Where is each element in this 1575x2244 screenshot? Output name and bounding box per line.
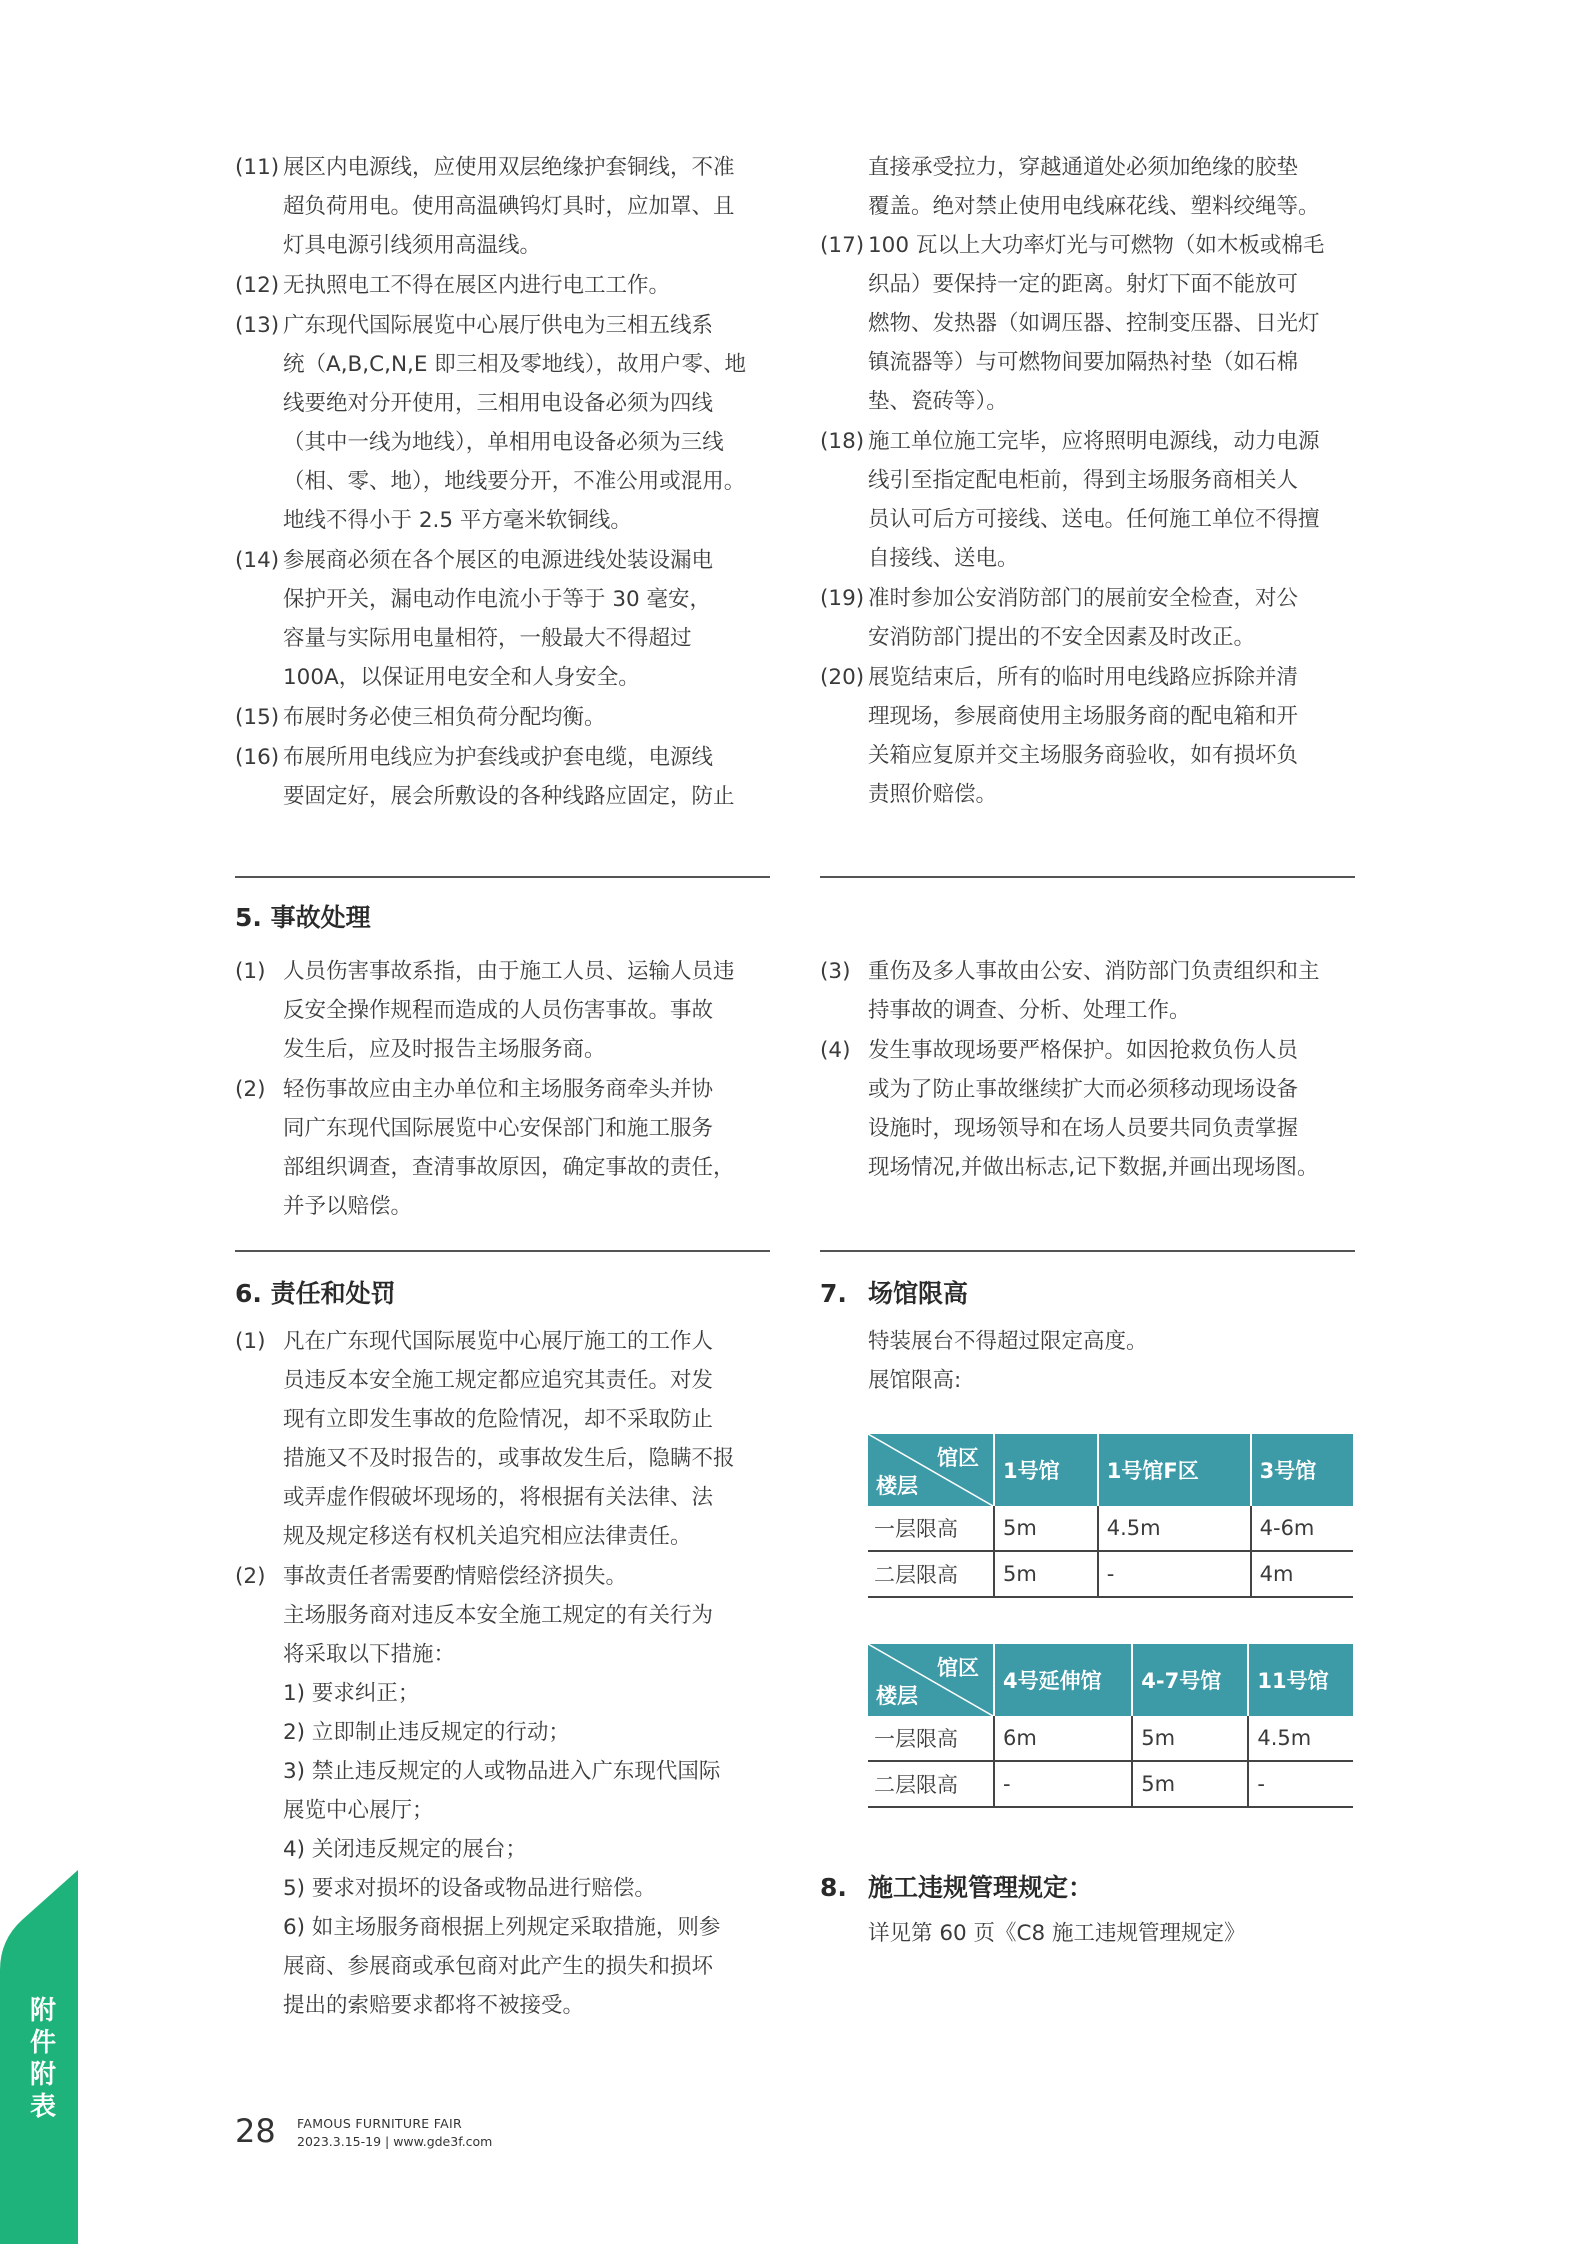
list-item — [820, 422, 1355, 578]
list-item — [235, 541, 770, 697]
item-line: 主场服务商对违反本安全施工规定的有关行为 — [283, 1603, 714, 1628]
item-line: 2) 立即制止违反规定的行动； — [283, 1720, 570, 1745]
table-cell: - — [1248, 1761, 1353, 1807]
section-6-title: 6. 责任和处罚 — [235, 1279, 396, 1308]
list-item — [820, 226, 1355, 421]
item-line: 责照价赔偿。 — [868, 782, 998, 807]
item-line: 垫、瓷砖等）。 — [868, 389, 1008, 414]
row-label: 二层限高 — [868, 1551, 994, 1597]
item-number: (14) — [235, 548, 280, 573]
table-cell: 4.5m — [1248, 1716, 1353, 1761]
item-number: (16) — [235, 745, 280, 770]
item-line: 布展时务必使三相负荷分配均衡。 — [283, 705, 606, 730]
section-7-body — [868, 1322, 1403, 1400]
corner-top-label: 馆区 — [937, 1446, 979, 1470]
item-number: (13) — [235, 313, 280, 338]
list-item — [235, 1557, 770, 2025]
item-number: (18) — [820, 429, 865, 454]
item-line: 并予以赔偿。 — [283, 1194, 413, 1219]
item-line: 现有立即发生事故的危险情况，却不采取防止 — [283, 1407, 714, 1432]
page-number: 28 — [235, 2112, 276, 2150]
item-line: 准时参加公安消防部门的展前安全检查，对公 — [868, 586, 1299, 611]
item-line: 规及规定移送有权机关追究相应法律责任。 — [283, 1524, 692, 1549]
item-number: (1) — [235, 959, 266, 984]
item-line: 无执照电工不得在展区内进行电工工作。 — [283, 273, 671, 298]
item-line: 线要绝对分开使用，三相用电设备必须为四线 — [283, 391, 714, 416]
divider-left — [235, 876, 770, 878]
electric-rules-list-left — [235, 148, 770, 816]
item-line: 要固定好，展会所敷设的各种线路应固定，防止 — [283, 784, 735, 809]
table-cell: 4.5m — [1098, 1506, 1251, 1551]
item-number: (15) — [235, 705, 280, 730]
column-header: 1号馆 — [994, 1434, 1098, 1506]
item-line: 广东现代国际展览中心展厅供电为三相五线系 — [283, 313, 714, 338]
item-line: 自接线、送电。 — [868, 546, 1019, 571]
section-7-line-2: 展馆限高: — [868, 1368, 962, 1393]
item-line: 事故责任者需要酌情赔偿经济损失。 — [283, 1564, 628, 1589]
item-number: (3) — [820, 959, 851, 984]
item-line: 直接承受拉力，穿越通道处必须加绝缘的胶垫 — [868, 155, 1299, 180]
table-cell: 4m — [1251, 1551, 1353, 1597]
item-line: 凡在广东现代国际展览中心展厅施工的工作人 — [283, 1329, 714, 1354]
item-line: 统（A,B,C,N,E 即三相及零地线），故用户零、地 — [283, 352, 747, 377]
item-line: 员认可后方可接线、送电。任何施工单位不得擅 — [868, 507, 1320, 532]
table-cell: 6m — [994, 1716, 1132, 1761]
list-item — [820, 658, 1355, 814]
table-row — [868, 1506, 1353, 1551]
item-line: 部组织调查，查清事故原因，确定事故的责任， — [283, 1155, 735, 1180]
column-header: 4-7号馆 — [1132, 1644, 1248, 1716]
item-line: 措施又不及时报告的，或事故发生后，隐瞒不报 — [283, 1446, 735, 1471]
electric-rules-list-right — [820, 226, 1355, 814]
corner-header — [868, 1644, 994, 1716]
table-cell: 4-6m — [1251, 1506, 1353, 1551]
item-number: (2) — [235, 1564, 266, 1589]
item-line: 5) 要求对损坏的设备或物品进行赔偿。 — [283, 1876, 656, 1901]
item-line: 展览中心展厅； — [283, 1798, 434, 1823]
item-line: 安消防部门提出的不安全因素及时改正。 — [868, 625, 1256, 650]
table-cell: 5m — [994, 1506, 1098, 1551]
item-line: 100 瓦以上大功率灯光与可燃物（如木板或棉毛 — [868, 233, 1325, 258]
right-top-column — [820, 148, 1355, 815]
item-line: 参展商必须在各个展区的电源进线处装设漏电 — [283, 548, 714, 573]
item-line: （相、零、地），地线要分开，不准公用或混用。 — [283, 469, 746, 494]
height-limit-table-2 — [868, 1644, 1353, 1808]
item-line: 现场情况,并做出标志,记下数据,并画出现场图。 — [868, 1155, 1319, 1180]
item-line: 超负荷用电。使用高温碘钨灯具时，应加罩、且 — [283, 194, 735, 219]
item-line: 轻伤事故应由主办单位和主场服务商牵头并协 — [283, 1077, 714, 1102]
table-cell: 5m — [994, 1551, 1098, 1597]
item-line: 线引至指定配电柜前，得到主场服务商相关人 — [868, 468, 1299, 493]
item-line: 灯具电源引线须用高温线。 — [283, 233, 542, 258]
row-label: 一层限高 — [868, 1506, 994, 1551]
item-number: (1) — [235, 1329, 266, 1354]
section-5-right — [820, 952, 1355, 1188]
corner-bottom-label: 楼层 — [876, 1684, 918, 1708]
item-number: (17) — [820, 233, 865, 258]
divider-right — [820, 876, 1355, 878]
item-line: 镇流器等）与可燃物间要加隔热衬垫（如石棉 — [868, 350, 1299, 375]
item-line: 织品）要保持一定的距离。射灯下面不能放可 — [868, 272, 1299, 297]
section-7-number: 7. — [820, 1279, 847, 1308]
item-line: 地线不得小于 2.5 平方毫米软铜线。 — [283, 508, 632, 533]
item-line: 将采取以下措施： — [283, 1642, 456, 1667]
item-line: 6) 如主场服务商根据上列规定采取措施，则参 — [283, 1915, 721, 1940]
column-header: 1号馆F区 — [1098, 1434, 1251, 1506]
list-item — [235, 266, 770, 305]
divider-right-2 — [820, 1250, 1355, 1252]
item-number: (11) — [235, 155, 280, 180]
item-line: 展览结束后，所有的临时用电线路应拆除并清 — [868, 665, 1299, 690]
row-label: 一层限高 — [868, 1716, 994, 1761]
section-8-number: 8. — [820, 1873, 847, 1902]
item-line: 设施时，现场领导和在场人员要共同负责掌握 — [868, 1116, 1299, 1141]
list-item — [235, 1070, 770, 1226]
list-item — [235, 698, 770, 737]
table-header-row — [868, 1434, 1353, 1506]
item-line: 理现场，参展商使用主场服务商的配电箱和开 — [868, 704, 1299, 729]
divider-left-2 — [235, 1250, 770, 1252]
table-cell: - — [994, 1761, 1132, 1807]
table-cell: 5m — [1132, 1716, 1248, 1761]
item-line: （其中一线为地线），单相用电设备必须为三线 — [283, 430, 724, 455]
item-line: 容量与实际用电量相符，一般最大不得超过 — [283, 626, 692, 651]
table-row — [868, 1761, 1353, 1807]
item-line: 4) 关闭违反规定的展台； — [283, 1837, 527, 1862]
column-header: 3号馆 — [1251, 1434, 1353, 1506]
section-7-line-1: 特装展台不得超过限定高度。 — [868, 1329, 1148, 1354]
footer-fair-name: FAMOUS FURNITURE FAIR — [297, 2116, 462, 2131]
item-number: (2) — [235, 1077, 266, 1102]
item-line: 同广东现代国际展览中心安保部门和施工服务 — [283, 1116, 714, 1141]
table-row — [868, 1551, 1353, 1597]
list-item — [235, 738, 770, 816]
section-8-line: 详见第 60 页《C8 施工违规管理规定》 — [868, 1921, 1246, 1946]
item-line: 100A，以保证用电安全和人身安全。 — [283, 665, 640, 690]
item-line: 施工单位施工完毕，应将照明电源线，动力电源 — [868, 429, 1320, 454]
item-line: 发生事故现场要严格保护。如因抢救负伤人员 — [868, 1038, 1299, 1063]
table-cell: 5m — [1132, 1761, 1248, 1807]
list-item — [235, 1322, 770, 1556]
section-8-heading: 施工违规管理规定： — [868, 1873, 1094, 1902]
item-line: 3) 禁止违反规定的人或物品进入广东现代国际 — [283, 1759, 721, 1784]
item-number: (4) — [820, 1038, 851, 1063]
section-5-title: 5. 事故处理 — [235, 903, 371, 932]
item-number: (19) — [820, 586, 865, 611]
item-line: 布展所用电线应为护套线或护套电缆，电源线 — [283, 745, 714, 770]
table-row — [868, 1716, 1353, 1761]
item-line: 人员伤害事故系指，由于施工人员、运输人员违 — [283, 959, 735, 984]
section-6-body — [235, 1322, 770, 2026]
item-line: 或弄虚作假破坏现场的，将根据有关法律、法 — [283, 1485, 714, 1510]
left-top-column — [235, 148, 770, 817]
item-line: 或为了防止事故继续扩大而必须移动现场设备 — [868, 1077, 1299, 1102]
list-item — [235, 148, 770, 265]
corner-header — [868, 1434, 994, 1506]
footer-date-url: 2023.3.15-19 | www.gde3f.com — [297, 2134, 493, 2149]
item-line: 保护开关，漏电动作电流小于等于 30 毫安， — [283, 587, 712, 612]
item-line: 员违反本安全施工规定都应追究其责任。对发 — [283, 1368, 714, 1393]
list-item — [235, 306, 770, 540]
item-line: 1) 要求纠正； — [283, 1681, 420, 1706]
height-limit-table-1 — [868, 1434, 1353, 1598]
side-tab-label: 附件附表 — [29, 1996, 56, 2122]
list-item — [235, 952, 770, 1069]
item-number: (20) — [820, 665, 865, 690]
list-item — [820, 579, 1355, 657]
section-5-left — [235, 952, 770, 1227]
rule-16-continuation — [820, 148, 1355, 226]
item-line: 覆盖。绝对禁止使用电线麻花线、塑料绞绳等。 — [868, 194, 1320, 219]
section-8-title — [820, 1868, 1093, 1904]
item-line: 展区内电源线，应使用双层绝缘护套铜线，不准 — [283, 155, 735, 180]
item-line: 展商、参展商或承包商对此产生的损失和损坏 — [283, 1954, 714, 1979]
list-item — [820, 1031, 1355, 1187]
item-line: 燃物、发热器（如调压器、控制变压器、日光灯 — [868, 311, 1320, 336]
item-line: 持事故的调查、分析、处理工作。 — [868, 998, 1191, 1023]
section-7-heading: 场馆限高 — [868, 1279, 969, 1308]
row-label: 二层限高 — [868, 1761, 994, 1807]
item-line: 重伤及多人事故由公安、消防部门负责组织和主 — [868, 959, 1320, 984]
item-line: 发生后，应及时报告主场服务商。 — [283, 1037, 606, 1062]
column-header: 4号延伸馆 — [994, 1644, 1132, 1716]
corner-top-label: 馆区 — [937, 1656, 979, 1680]
list-item — [820, 952, 1355, 1030]
item-line: 提出的索赔要求都将不被接受。 — [283, 1993, 585, 2018]
corner-bottom-label: 楼层 — [876, 1474, 918, 1498]
section-7-title — [820, 1274, 968, 1310]
item-line: 关箱应复原并交主场服务商验收，如有损坏负 — [868, 743, 1299, 768]
item-line: 反安全操作规程而造成的人员伤害事故。事故 — [283, 998, 714, 1023]
table-header-row — [868, 1644, 1353, 1716]
table-cell: - — [1098, 1551, 1251, 1597]
column-header: 11号馆 — [1248, 1644, 1353, 1716]
item-number: (12) — [235, 273, 280, 298]
